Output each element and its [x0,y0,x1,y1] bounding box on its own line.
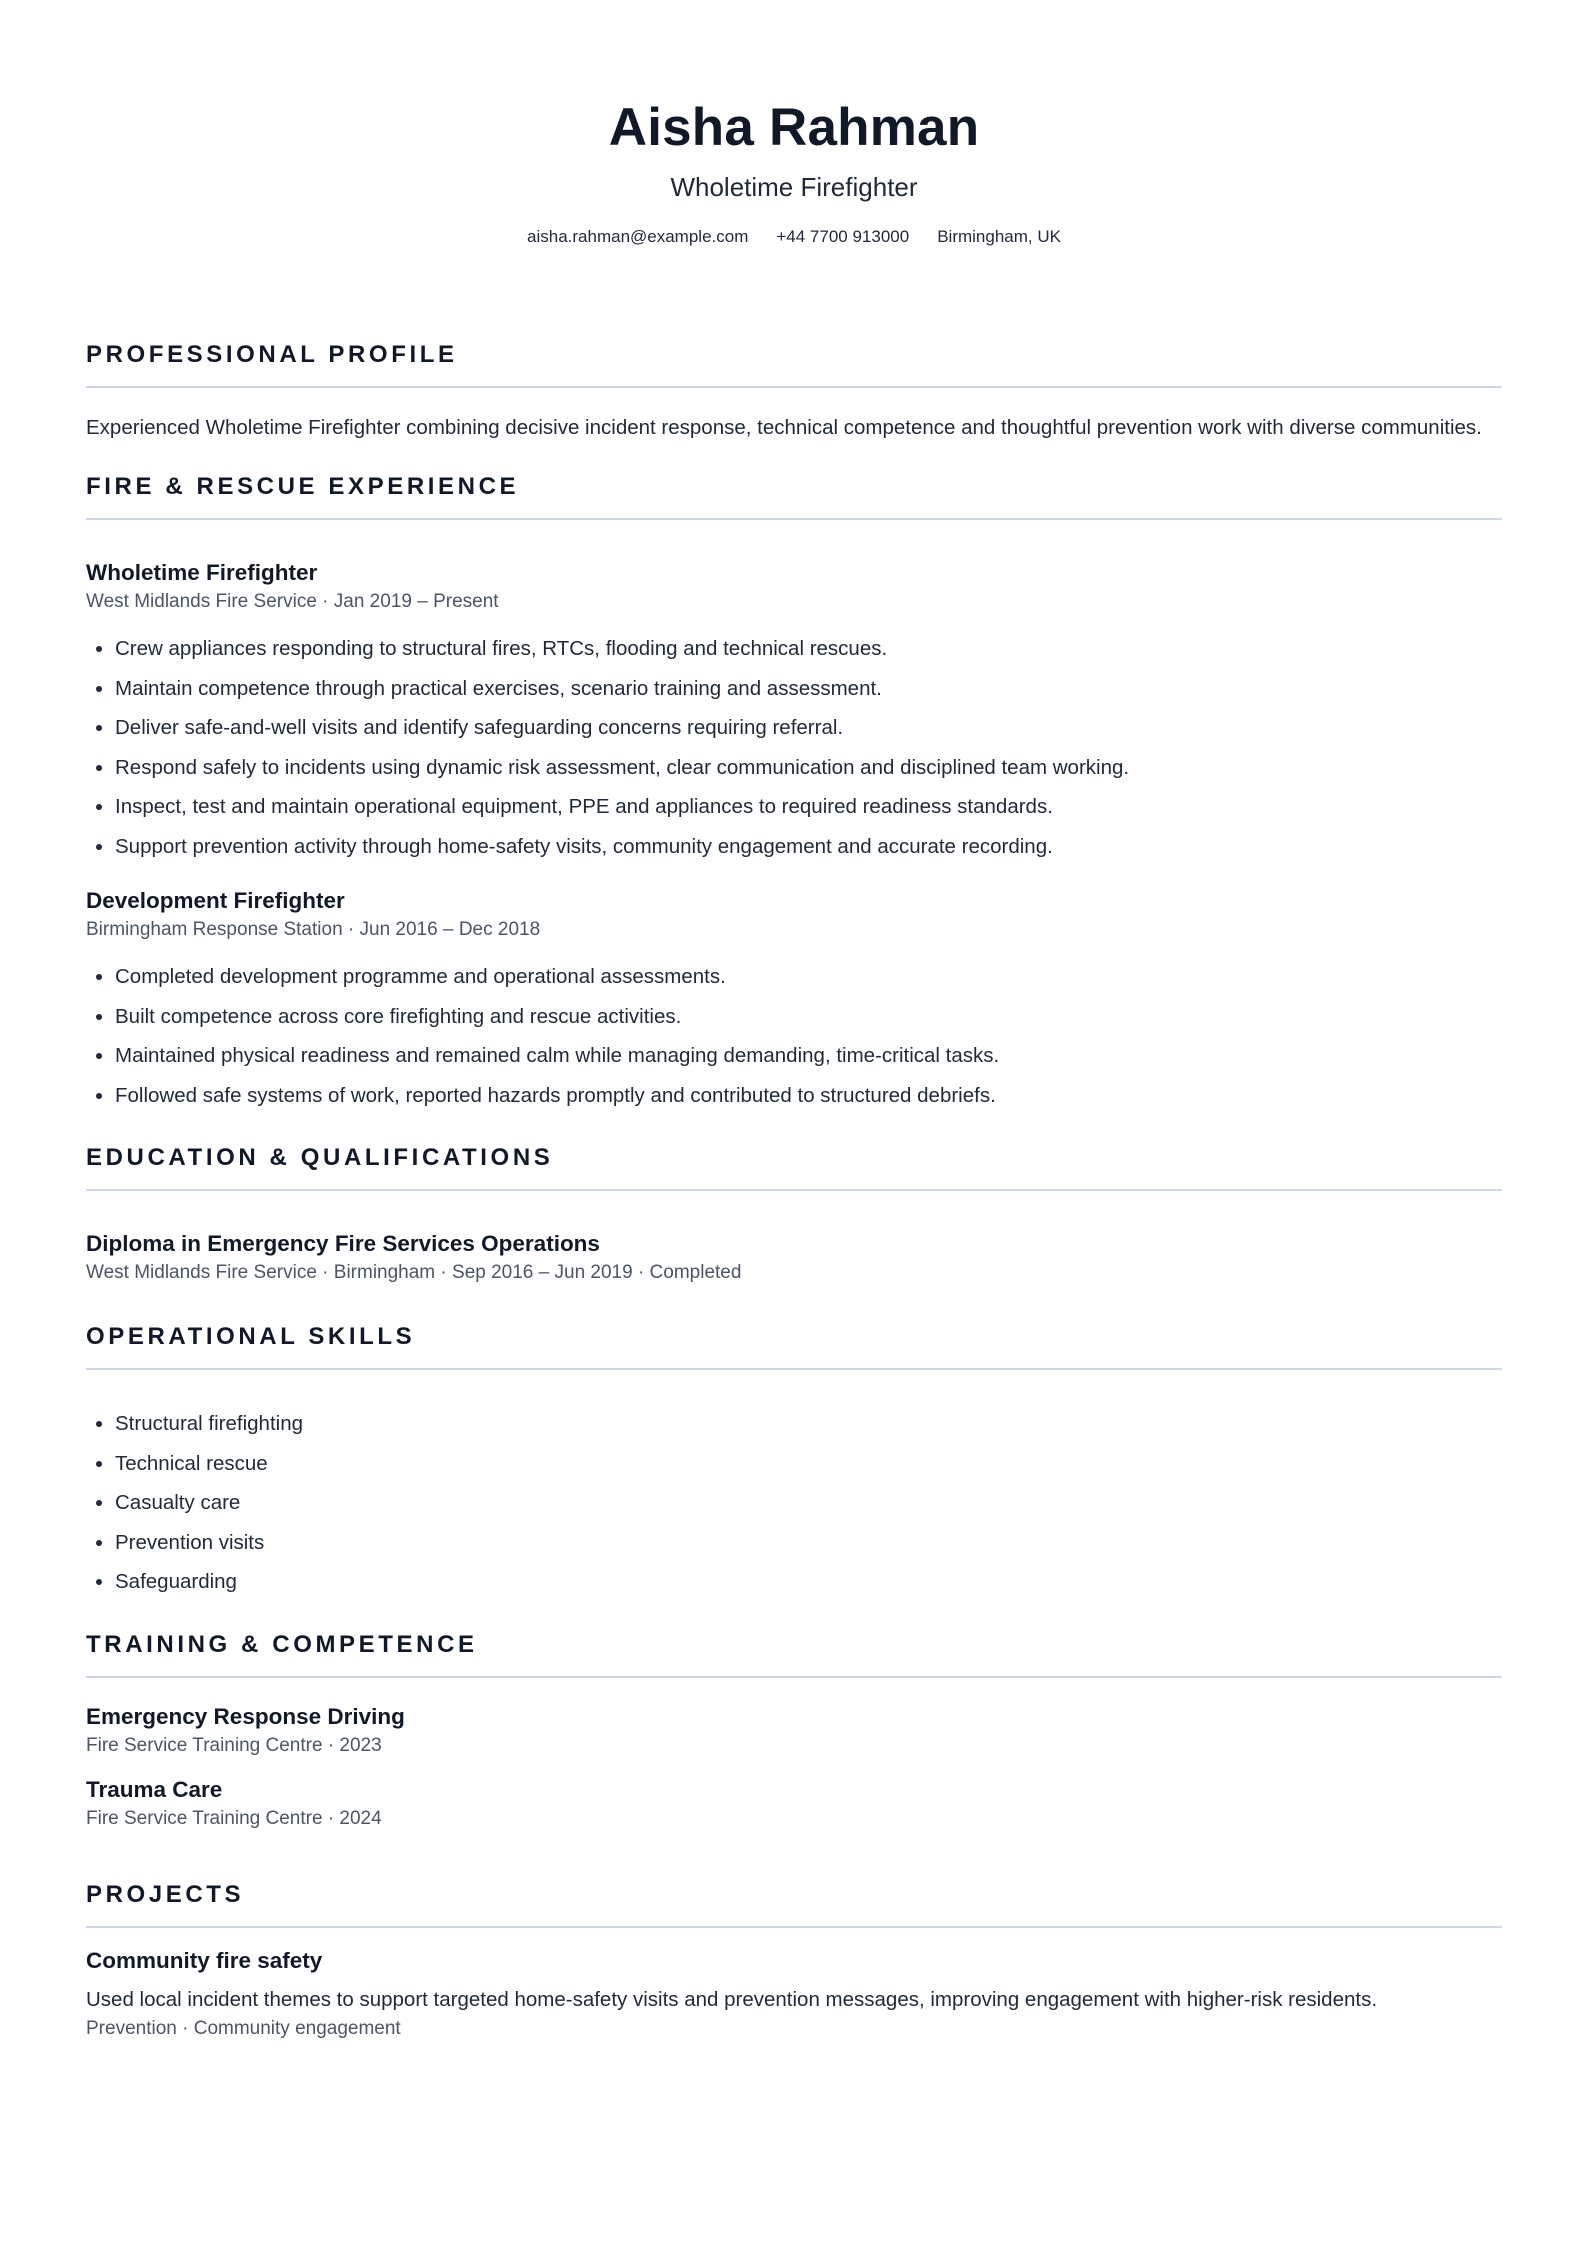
skill-item: • Prevention visits [115,1523,1502,1563]
experience-section [86,472,1502,1115]
job-entry [86,886,1502,1115]
contact-line [86,226,1502,248]
experience-heading: FIRE & RESCUE EXPERIENCE [86,472,1502,520]
job-bullet: • Built competence across core firefighting and rescue activities. [115,997,1502,1037]
skills-heading: OPERATIONAL SKILLS [86,1322,1502,1370]
skill-item: • Casualty care [115,1483,1502,1523]
training-title: Trauma Care [86,1776,223,1802]
training-entry [86,1702,1502,1759]
job-bullet: • Maintain competence through practical exercises, scenario training and assessment. [115,669,1502,709]
job-bullet: • Maintained physical readiness and remained calm while managing demanding, time-critical tasks. [115,1036,1502,1076]
skills-section [86,1322,1502,1602]
skill-item: • Safeguarding [115,1562,1502,1602]
training-title: Emergency Response Driving [86,1703,405,1729]
education-title: Diploma in Emergency Fire Services Operations [86,1231,600,1256]
resume-header [86,0,1502,248]
job-bullet: • Followed safe systems of work, reported hazards promptly and contributed to structured debriefs. [115,1076,1502,1116]
project-tags: Prevention · Community engagement [86,2017,401,2039]
job-bullet: • Deliver safe-and-well visits and identify safeguarding concerns requiring referral. [115,708,1502,748]
job-title: Development Firefighter [86,888,345,913]
job-meta: Birmingham Response Station · Jun 2016 – Dec 2018 [86,919,541,940]
project-title: Community fire safety [86,1947,323,1973]
contact-email[interactable]: aisha.rahman@example.com [527,227,749,246]
training-meta: Fire Service Training Centre · 2023 [86,1734,382,1756]
job-bullet: • Crew appliances responding to structural fires, RTCs, flooding and technical rescues. [115,629,1502,669]
education-meta: West Midlands Fire Service · Birmingham · Sep 2016 – Jun 2019 · Completed [86,1262,742,1283]
job-bullet: • Support prevention activity through home-safety visits, community engagement and accurate recording. [115,827,1502,867]
candidate-name: Aisha Rahman [608,98,980,157]
job-meta: West Midlands Fire Service · Jan 2019 – Present [86,591,499,612]
job-bullet: • Completed development programme and operational assessments. [115,957,1502,997]
projects-heading: PROJECTS [86,1880,1502,1928]
skill-item: • Structural firefighting [115,1404,1502,1444]
job-bullets [86,629,1502,866]
education-entry [86,1229,1502,1286]
job-bullet: • Respond safely to incidents using dynamic risk assessment, clear communication and disciplined team working. [115,748,1502,788]
project-entry [86,1946,1502,2042]
training-entry [86,1775,1502,1832]
contact-location: Birmingham, UK [937,227,1061,246]
profile-section [86,340,1502,444]
training-meta: Fire Service Training Centre · 2024 [86,1807,382,1829]
training-heading: TRAINING & COMPETENCE [86,1630,1502,1678]
skills-list [86,1404,1502,1602]
profile-text: Experienced Wholetime Firefighter combining decisive incident response, technical competence and thoughtful prevention work with diverse communities. [86,416,1482,439]
skill-item: • Technical rescue [115,1444,1502,1484]
education-heading: EDUCATION & QUALIFICATIONS [86,1143,1502,1191]
training-section [86,1630,1502,1832]
job-bullet: • Inspect, test and maintain operational equipment, PPE and appliances to required readiness standards. [115,787,1502,827]
job-title: Wholetime Firefighter [86,560,318,585]
job-entry [86,558,1502,866]
candidate-title: Wholetime Firefighter [670,172,918,202]
education-section [86,1143,1502,1286]
job-bullets [86,957,1502,1115]
profile-heading: PROFESSIONAL PROFILE [86,340,1502,388]
projects-section [86,1880,1502,2042]
project-description: Used local incident themes to support targeted home-safety visits and prevention messages, improving engagement with higher-risk residents. [86,1987,1378,2011]
contact-phone[interactable]: +44 7700 913000 [776,227,910,246]
